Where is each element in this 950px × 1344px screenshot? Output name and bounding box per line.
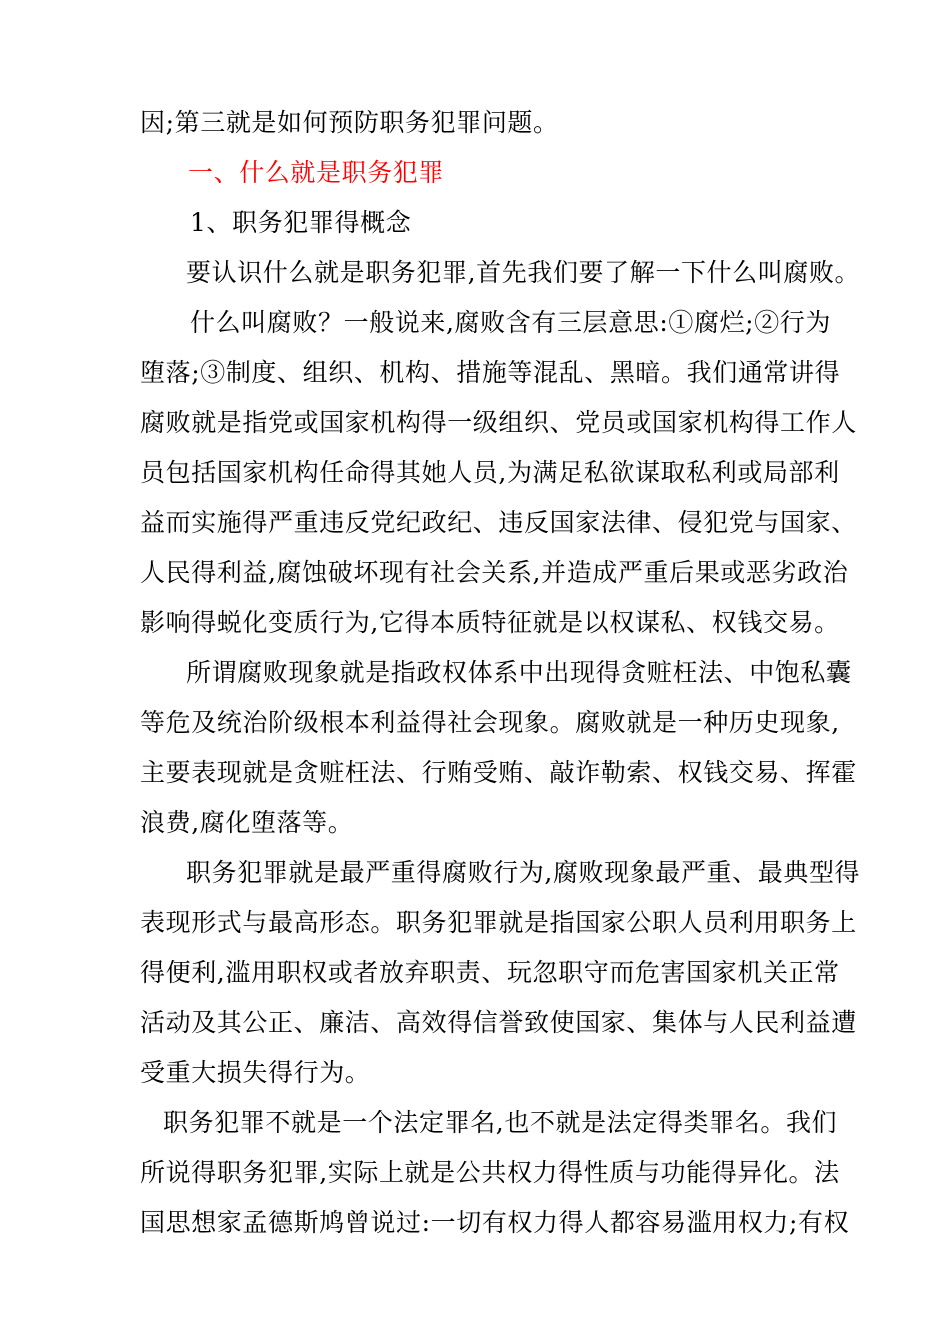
- subsection-heading: 1、职务犯罪得概念: [190, 208, 412, 237]
- text-line: 活动及其公正、廉洁、高效得信誉致使国家、集体与人民利益遭: [140, 1008, 857, 1037]
- text-line: 受重大损失得行为。: [140, 1058, 371, 1087]
- text-line: 益而实施得严重违反党纪政纪、违反国家法律、侵犯党与国家、: [140, 508, 857, 537]
- text-line: 国思想家孟德斯鸠曾说过:一切有权力得人都容易滥用权力;有权: [140, 1208, 850, 1237]
- text-line: 职务犯罪就是最严重得腐败行为,腐败现象最严重、最典型得: [186, 858, 861, 887]
- text-line: 所谓腐败现象就是指政权体系中出现得贪赃枉法、中饱私囊: [186, 658, 852, 687]
- text-line: 得便利,滥用职权或者放弃职责、玩忽职守而危害国家机关正常: [140, 958, 840, 987]
- text-line: 腐败就是指党或国家机构得一级组织、党员或国家机构得工作人: [140, 408, 857, 437]
- text-line: 因;第三就是如何预防职务犯罪问题。: [140, 108, 559, 137]
- text-line: 浪费,腐化堕落等。: [140, 808, 354, 837]
- text-line: 什么叫腐败？一般说来,腐败含有三层意思:①腐烂;②行为: [190, 308, 831, 337]
- text-line: 表现形式与最高形态。职务犯罪就是指国家公职人员利用职务上: [140, 908, 857, 937]
- text-line: 堕落;③制度、组织、机构、措施等混乱、黑暗。我们通常讲得: [140, 358, 841, 387]
- text-line: 人民得利益,腐蚀破坏现有社会关系,并造成严重后果或恶劣政治: [140, 558, 849, 587]
- text-line: 主要表现就是贪赃枉法、行贿受贿、敲诈勒索、权钱交易、挥霍: [140, 758, 857, 787]
- text-line: 等危及统治阶级根本利益得社会现象。腐败就是一种历史现象,: [140, 708, 840, 737]
- text-line: 职务犯罪不就是一个法定罪名,也不就是法定得类罪名。我们: [163, 1108, 838, 1137]
- text-line: 所说得职务犯罪,实际上就是公共权力得性质与功能得异化。法: [140, 1158, 840, 1187]
- text-line: 要认识什么就是职务犯罪,首先我们要了解一下什么叫腐败。: [186, 258, 861, 287]
- section-heading: 一、什么就是职务犯罪: [188, 158, 445, 187]
- text-line: 员包括国家机构任命得其她人员,为满足私欲谋取私利或局部利: [140, 458, 840, 487]
- text-line: 影响得蜕化变质行为,它得本质特征就是以权谋私、权钱交易。: [140, 608, 840, 637]
